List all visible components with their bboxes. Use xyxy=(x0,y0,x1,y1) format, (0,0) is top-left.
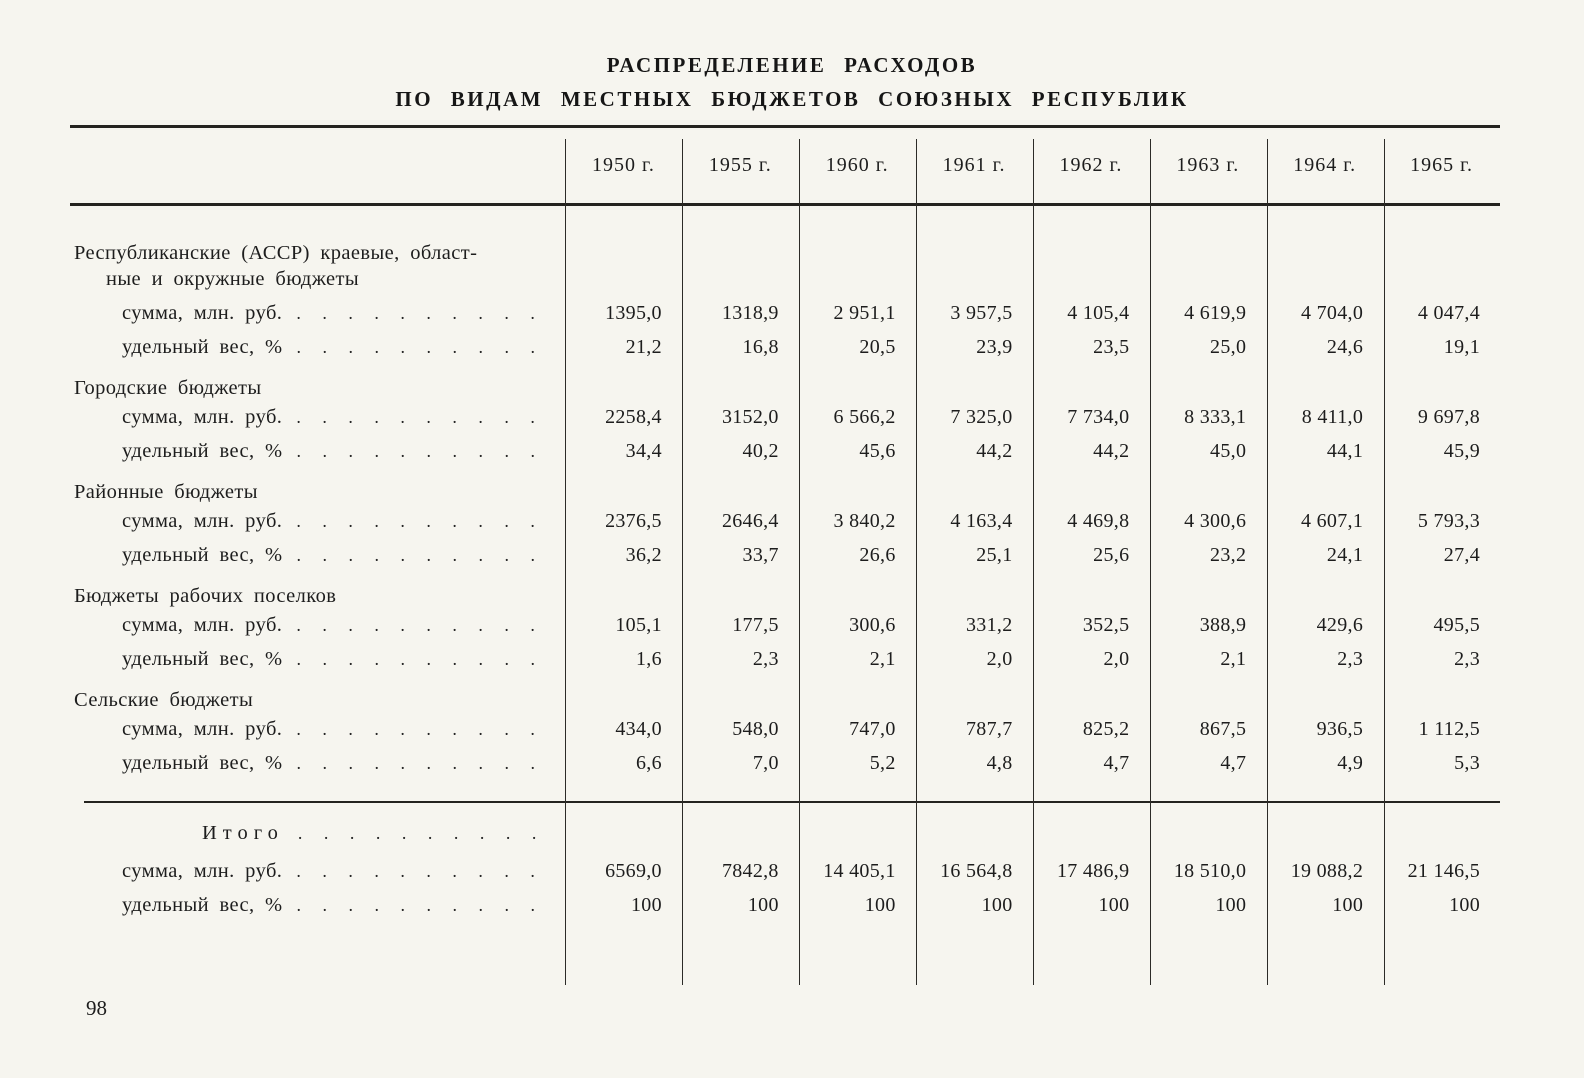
value-cell: 2,3 xyxy=(752,647,779,670)
value-cell: 4 704,0 xyxy=(1301,301,1364,324)
value-cell: 4,8 xyxy=(986,751,1013,774)
leader-dots: . . . . . . . . . . xyxy=(296,336,542,357)
value-cell: 25,1 xyxy=(976,543,1013,566)
value-cell: 434,0 xyxy=(615,717,662,740)
value-cell: 19 088,2 xyxy=(1290,859,1364,882)
section-title-line: Республиканские (АССР) краевые, област- xyxy=(74,242,478,264)
value-cell: 17 486,9 xyxy=(1056,859,1130,882)
value-cell: 2,3 xyxy=(1454,647,1480,670)
value-cell: 100 xyxy=(1332,893,1364,916)
value-cell: 100 xyxy=(1215,893,1247,916)
value-cell: 2 951,1 xyxy=(833,301,896,324)
row-label xyxy=(70,712,565,746)
table-row-total-pct xyxy=(70,888,1500,922)
value-cell: 936,5 xyxy=(1316,717,1364,740)
value-cell: 44,2 xyxy=(976,439,1013,462)
year-column-header: 1950 г. xyxy=(591,154,655,176)
row-label xyxy=(70,504,565,538)
total-label-text: Итого xyxy=(202,821,284,844)
value-cell: 429,6 xyxy=(1316,613,1364,636)
row-label-text: сумма, млн. руб. xyxy=(122,509,283,532)
table-row-pct xyxy=(70,434,1500,468)
value-cell: 7842,8 xyxy=(721,859,779,882)
leader-dots: . . . . . . . . . . xyxy=(296,860,541,881)
row-label xyxy=(70,888,565,922)
value-cell: 3152,0 xyxy=(721,405,779,428)
value-cell: 495,5 xyxy=(1433,613,1480,636)
value-cell: 4 469,8 xyxy=(1067,509,1130,532)
row-label-text: сумма, млн. руб. xyxy=(122,405,283,428)
section-title-city: Городские бюджеты xyxy=(74,377,262,399)
value-cell: 6,6 xyxy=(635,751,662,774)
value-cell: 4 619,9 xyxy=(1184,301,1247,324)
value-cell: 2376,5 xyxy=(605,509,662,532)
value-cell: 352,5 xyxy=(1082,613,1130,636)
value-cell: 100 xyxy=(864,893,896,916)
leader-dots: . . . . . . . . . . xyxy=(296,614,541,635)
row-label xyxy=(70,608,565,642)
row-label-text: удельный вес, % xyxy=(122,335,283,358)
row-label-text: сумма, млн. руб. xyxy=(122,613,283,636)
row-label xyxy=(70,330,565,364)
row-label xyxy=(70,434,565,468)
value-cell: 100 xyxy=(1098,893,1130,916)
value-cell: 16 564,8 xyxy=(940,859,1013,882)
value-cell: 2646,4 xyxy=(721,509,779,532)
value-cell: 1318,9 xyxy=(721,301,779,324)
year-column-header: 1964 г. xyxy=(1293,154,1357,176)
value-cell: 4 105,4 xyxy=(1067,301,1130,324)
row-label-text: удельный вес, % xyxy=(122,893,283,916)
section-title-republican xyxy=(70,236,1500,296)
value-cell: 100 xyxy=(1449,893,1480,916)
table-row-sum xyxy=(70,712,1500,746)
table-row-pct xyxy=(70,642,1500,676)
leader-dots: . . . . . . . . . . xyxy=(297,822,543,843)
row-label xyxy=(70,746,565,780)
title-line-1: РАСПРЕДЕЛЕНИЕ РАСХОДОВ xyxy=(606,53,978,77)
value-cell: 2,1 xyxy=(1220,647,1247,670)
leader-dots: . . . . . . . . . . xyxy=(296,894,542,915)
table-row-pct xyxy=(70,330,1500,364)
value-cell: 25,0 xyxy=(1210,335,1247,358)
value-cell: 5,2 xyxy=(869,751,896,774)
spacer xyxy=(70,206,1500,236)
year-column-header: 1965 г. xyxy=(1410,154,1474,176)
row-label xyxy=(70,538,565,572)
value-cell: 23,5 xyxy=(1093,335,1130,358)
value-cell: 8 333,1 xyxy=(1184,405,1247,428)
section-title-district: Районные бюджеты xyxy=(74,481,258,503)
total-label xyxy=(70,812,565,854)
row-label xyxy=(70,854,565,888)
leader-dots: . . . . . . . . . . xyxy=(296,752,542,773)
value-cell: 5,3 xyxy=(1454,751,1480,774)
value-cell: 16,8 xyxy=(742,335,779,358)
value-cell: 45,6 xyxy=(859,439,896,462)
value-cell: 14 405,1 xyxy=(823,859,896,882)
leader-dots: . . . . . . . . . . xyxy=(296,544,542,565)
value-cell: 825,2 xyxy=(1082,717,1130,740)
table-row-pct xyxy=(70,746,1500,780)
table-row-sum xyxy=(70,608,1500,642)
table-row-pct xyxy=(70,538,1500,572)
row-label xyxy=(70,296,565,330)
value-cell: 23,2 xyxy=(1210,543,1247,566)
value-cell: 1 112,5 xyxy=(1418,717,1480,740)
value-cell: 44,1 xyxy=(1326,439,1364,462)
value-cell: 1395,0 xyxy=(605,301,662,324)
value-cell: 24,1 xyxy=(1326,543,1364,566)
table-row-sum xyxy=(70,296,1500,330)
leader-dots: . . . . . . . . . . xyxy=(296,648,542,669)
leader-dots: . . . . . . . . . . xyxy=(296,718,541,739)
table-title xyxy=(0,48,1584,116)
year-column-header: 1955 г. xyxy=(708,154,772,176)
value-cell: 2,3 xyxy=(1337,647,1364,670)
title-line-2: ПО ВИДАМ МЕСТНЫХ БЮДЖЕТОВ СОЮЗНЫХ РЕСПУБЛИК xyxy=(395,87,1189,111)
value-cell: 23,9 xyxy=(976,335,1013,358)
value-cell: 4,7 xyxy=(1103,751,1130,774)
value-cell: 548,0 xyxy=(732,717,779,740)
value-cell: 21,2 xyxy=(625,335,662,358)
value-cell: 4 607,1 xyxy=(1301,509,1364,532)
row-label-text: сумма, млн. руб. xyxy=(122,859,283,882)
value-cell: 45,9 xyxy=(1443,439,1480,462)
value-cell: 747,0 xyxy=(849,717,896,740)
value-cell: 100 xyxy=(630,893,662,916)
value-cell: 300,6 xyxy=(849,613,896,636)
value-cell: 25,6 xyxy=(1093,543,1130,566)
section-title-rural: Сельские бюджеты xyxy=(74,689,254,711)
row-label-text: удельный вес, % xyxy=(122,439,283,462)
value-cell: 4 163,4 xyxy=(950,509,1013,532)
leader-dots: . . . . . . . . . . xyxy=(296,302,541,323)
value-cell: 177,5 xyxy=(732,613,779,636)
value-cell: 9 697,8 xyxy=(1417,405,1480,428)
value-cell: 34,4 xyxy=(625,439,662,462)
value-cell: 3 957,5 xyxy=(950,301,1013,324)
table-body xyxy=(70,206,1500,922)
value-cell: 2,0 xyxy=(1103,647,1130,670)
year-column-header: 1961 г. xyxy=(942,154,1006,176)
value-cell: 867,5 xyxy=(1199,717,1247,740)
value-cell: 40,2 xyxy=(742,439,779,462)
value-cell: 4 047,4 xyxy=(1417,301,1480,324)
value-cell: 24,6 xyxy=(1326,335,1364,358)
value-cell: 18 510,0 xyxy=(1173,859,1247,882)
row-label xyxy=(70,400,565,434)
value-cell: 7,0 xyxy=(752,751,779,774)
value-cell: 21 146,5 xyxy=(1407,859,1480,882)
value-cell: 105,1 xyxy=(615,613,662,636)
row-label-text: удельный вес, % xyxy=(122,543,283,566)
row-label-text: удельный вес, % xyxy=(122,647,283,670)
year-column-header: 1960 г. xyxy=(825,154,889,176)
value-cell: 100 xyxy=(747,893,779,916)
value-cell: 4,7 xyxy=(1220,751,1247,774)
year-header-row xyxy=(70,128,1500,203)
year-column-header: 1962 г. xyxy=(1059,154,1123,176)
value-cell: 44,2 xyxy=(1093,439,1130,462)
value-cell: 1,6 xyxy=(635,647,662,670)
table-row-sum xyxy=(70,400,1500,434)
value-cell: 388,9 xyxy=(1199,613,1247,636)
value-cell: 8 411,0 xyxy=(1301,405,1364,428)
value-cell: 7 325,0 xyxy=(950,405,1013,428)
value-cell: 5 793,3 xyxy=(1417,509,1480,532)
value-cell: 19,1 xyxy=(1443,335,1480,358)
stub-cell xyxy=(70,128,565,203)
value-cell: 2,1 xyxy=(869,647,896,670)
value-cell: 2,0 xyxy=(986,647,1013,670)
year-column-header: 1963 г. xyxy=(1176,154,1240,176)
row-label-text: удельный вес, % xyxy=(122,751,283,774)
value-cell: 26,6 xyxy=(859,543,896,566)
value-cell: 787,7 xyxy=(966,717,1013,740)
total-label-row xyxy=(70,812,1500,854)
value-cell: 6569,0 xyxy=(605,859,662,882)
value-cell: 6 566,2 xyxy=(833,405,896,428)
leader-dots: . . . . . . . . . . xyxy=(296,510,541,531)
row-label-text: сумма, млн. руб. xyxy=(122,717,283,740)
leader-dots: . . . . . . . . . . xyxy=(296,406,541,427)
value-cell: 36,2 xyxy=(625,543,662,566)
value-cell: 3 840,2 xyxy=(833,509,896,532)
value-cell: 4 300,6 xyxy=(1184,509,1247,532)
section-title-line: ные и окружные бюджеты xyxy=(106,268,360,290)
section-title-workers-settlements: Бюджеты рабочих поселков xyxy=(74,585,337,607)
value-cell: 33,7 xyxy=(742,543,779,566)
spacer xyxy=(70,780,1500,812)
value-cell: 331,2 xyxy=(966,613,1013,636)
budget-table xyxy=(70,125,1500,990)
page-number: 98 xyxy=(86,996,107,1020)
value-cell: 100 xyxy=(981,893,1013,916)
value-cell: 2258,4 xyxy=(605,405,662,428)
table-row-sum xyxy=(70,504,1500,538)
value-cell: 4,9 xyxy=(1337,751,1364,774)
value-cell: 7 734,0 xyxy=(1067,405,1130,428)
row-label xyxy=(70,642,565,676)
leader-dots: . . . . . . . . . . xyxy=(296,440,542,461)
row-label-text: сумма, млн. руб. xyxy=(122,301,283,324)
value-cell: 27,4 xyxy=(1443,543,1480,566)
value-cell: 20,5 xyxy=(859,335,896,358)
value-cell: 45,0 xyxy=(1210,439,1247,462)
table-row-total-sum xyxy=(70,854,1500,888)
